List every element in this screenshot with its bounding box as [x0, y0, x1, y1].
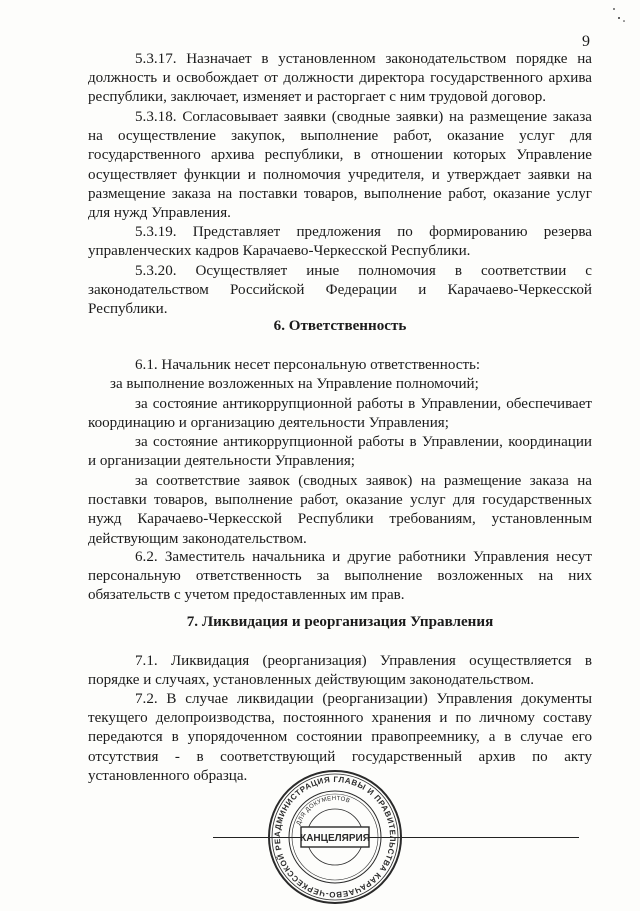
responsibility-item: за состояние антикоррупционной работы в Управлении, координации и организации деятельности Управления; [88, 434, 592, 470]
responsibility-item: за выполнение возложенных на Управление полномочий; [110, 376, 479, 392]
responsibility-item: за состояние антикоррупционной работы в Управлении, обеспечивает координацию и организацию деятельности Управления; [88, 396, 592, 432]
page-number: 9 [582, 33, 590, 50]
clause-5-3-18: 5.3.18. Согласовывает заявки (сводные заявки) на размещение заказа на осуществление закупок, выполнение работ, оказание услуг для государственного архива республики, в отношении которых Управление осуществляет функции и полномочия учредителя, и утверждает заявки на размещение заказа на поставки товаров, выполнение работ, оказание услуг для нужд Управления. [88, 109, 592, 222]
clause-6-2: 6.2. Заместитель начальника и другие работники Управления несут персональную ответственность за выполнение возложенных на них обязательств с учетом предоставленных им прав. [88, 549, 592, 604]
clause-7-1: 7.1. Ликвидация (реорганизация) Управления осуществляется в порядке и случаях, установленных действующим законодательством. [88, 653, 592, 689]
responsibility-item: за соответствие заявок (сводных заявок) на размещение заказа на поставки товаров, выполнение работ, оказание услуг для государственных нужд Карачаево-Черкесской Республики требованиям, установленным действующим законодательством. [88, 473, 592, 547]
seal-center-text: КАНЦЕЛЯРИЯ [300, 833, 370, 844]
section-6-heading: 6. Ответственность [273, 318, 407, 334]
clause-5-3-19: 5.3.19. Представляет предложения по формированию резерва управленческих кадров Карачаево-Черкесской Республики. [88, 224, 592, 260]
scan-specks [600, 6, 630, 26]
clause-6-1: 6.1. Начальник несет персональную ответственность: [135, 357, 481, 373]
clause-7-2: 7.2. В случае ликвидации (реорганизации) Управления документы текущего делопроизводства, постоянного хранения и по личному составу передаются в упорядоченном состоянии правопреемнику, а в случае его отсутствия - в соответствующий государственный архив по акту установленного образца. [88, 691, 592, 784]
clause-5-3-17: 5.3.17. Назначает в установленном законодательством порядке на должность и освобождает от должности директора государственного архива республики, заключает, изменяет и расторгает с ним трудовой договор. [88, 51, 592, 106]
clause-5-3-20: 5.3.20. Осуществляет иные полномочия в соответствии с законодательством Российской Федерации и Карачаево-Черкесской Республики. [88, 263, 592, 318]
seal-inner-text: ДЛЯ ДОКУМЕНТОВ [296, 795, 351, 827]
official-seal [266, 768, 404, 906]
seal-outer-text: АДМИНИСТРАЦИЯ ГЛАВЫ И ПРАВИТЕЛЬСТВА КАРАЧАЕВО-ЧЕРКЕССКОЙ РЕ [272, 774, 398, 900]
section-7-heading: 7. Ликвидация и реорганизация Управления [186, 614, 494, 630]
